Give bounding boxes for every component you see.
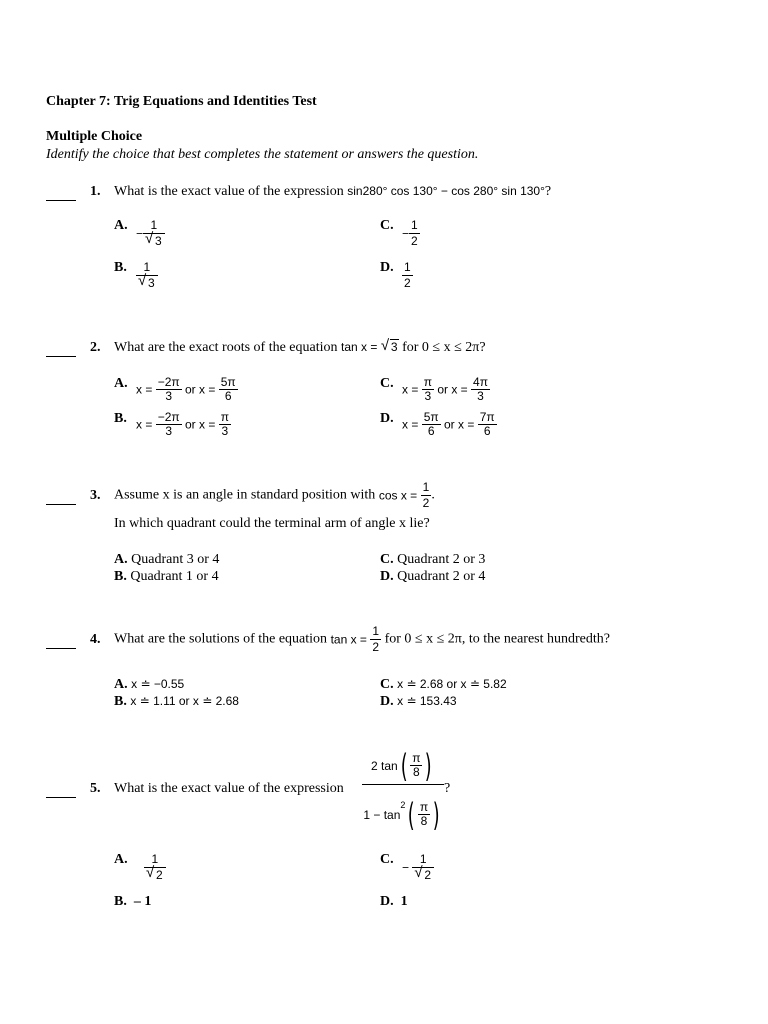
choice-c-2[interactable]: x = $\frac{\pi}{3}$ or x = $\frac{4\pi}{3}$ <box>402 375 488 403</box>
choice-c-5[interactable]: − 1 √ 2 <box>402 852 434 883</box>
choice-letter: D. <box>380 411 394 426</box>
choice-d-5[interactable]: D. 1 <box>380 894 408 909</box>
choice-letter: C. <box>380 852 394 867</box>
question-number: 1. <box>90 184 101 199</box>
answer-blank-2[interactable] <box>46 356 76 357</box>
choice-d-4[interactable]: D. x ≐ 153.43 <box>380 694 457 709</box>
answer-blank-4[interactable] <box>46 648 76 649</box>
section-heading: Multiple Choice <box>46 129 143 144</box>
question-number: 3. <box>90 488 101 503</box>
choice-d-2[interactable]: x = $\frac{5\pi}{6}$ or x = $\frac{7\pi}{6}$ <box>402 410 495 438</box>
choice-letter: A. <box>114 376 128 391</box>
choice-a-2[interactable]: x = $\frac{-2\pi}{3}$ or x = $\frac{5\pi}{6}$ <box>136 375 236 403</box>
choice-c-3[interactable]: C. Quadrant 2 or 3 <box>380 552 486 567</box>
question-number: 4. <box>90 632 101 647</box>
question-text: What are the exact roots of the equation tan x = √ 3 for 0 ≤ x ≤ 2π? <box>114 337 486 355</box>
choice-letter: A. <box>114 218 128 233</box>
choice-d-3[interactable]: D. Quadrant 2 or 4 <box>380 569 486 584</box>
choice-b-4[interactable]: B. x ≐ 1.11 or x ≐ 2.68 <box>114 694 239 709</box>
question-text: What is the exact value of the expression sin280° cos 130° − cos 280° sin 130°? <box>114 184 552 199</box>
answer-blank-3[interactable] <box>46 504 76 505</box>
choice-letter: C. <box>380 376 394 391</box>
test-title: Chapter 7: Trig Equations and Identities Test <box>46 94 317 109</box>
choice-a-5[interactable]: 1 √ 2 <box>144 852 166 883</box>
choice-b-1[interactable]: 1 √ 3 <box>136 260 158 291</box>
question-number: 5. <box>90 781 101 796</box>
question-text: Assume x is an angle in standard position with cos x = $\frac{1}{2}$ . <box>114 480 435 510</box>
fraction-denominator: $1 - \tan^2$( $\frac{\pi}{8}$ ) <box>363 795 440 834</box>
fraction-numerator: 2 tan( $\frac{\pi}{8}$ ) <box>362 746 444 785</box>
choice-a-1[interactable]: − 1 √ 3 <box>136 218 165 249</box>
big-fraction <box>362 746 444 834</box>
choice-a-4[interactable]: A. x ≐ −0.55 <box>114 677 185 692</box>
choice-b-2[interactable]: x = $\frac{-2\pi}{3}$ or x = $\frac{\pi}{3}$ <box>136 410 229 438</box>
answer-blank-5[interactable] <box>46 797 76 798</box>
choice-letter: C. <box>380 218 394 233</box>
choice-a-3[interactable]: A. Quadrant 3 or 4 <box>114 552 220 567</box>
question-tail: ? <box>444 781 451 796</box>
instructions: Identify the choice that best completes the statement or answers the question. <box>46 147 479 162</box>
choice-c-4[interactable]: C. x ≐ 2.68 or x ≐ 5.82 <box>380 677 507 692</box>
question-number: 2. <box>90 340 101 355</box>
question-text: What is the exact value of the expression <box>114 781 344 796</box>
choice-letter: B. <box>114 411 127 426</box>
question-text: What are the solutions of the equation tan x = $\frac{1}{2}$ for 0 ≤ x ≤ 2π, to the nearest hundredth? <box>114 624 610 654</box>
question-text-line2: In which quadrant could the terminal arm of angle x lie? <box>114 516 430 531</box>
answer-blank-1[interactable] <box>46 200 76 201</box>
choice-letter: A. <box>114 852 128 867</box>
choice-b-5[interactable]: B. – 1 <box>114 894 152 909</box>
choice-b-3[interactable]: B. Quadrant 1 or 4 <box>114 569 219 584</box>
choice-letter: B. <box>114 260 127 275</box>
choice-d-1[interactable]: $\frac{1}{2}$ <box>404 260 411 290</box>
choice-letter: D. <box>380 260 394 275</box>
choice-c-1[interactable]: − $\frac{1}{2}$ <box>402 218 418 248</box>
